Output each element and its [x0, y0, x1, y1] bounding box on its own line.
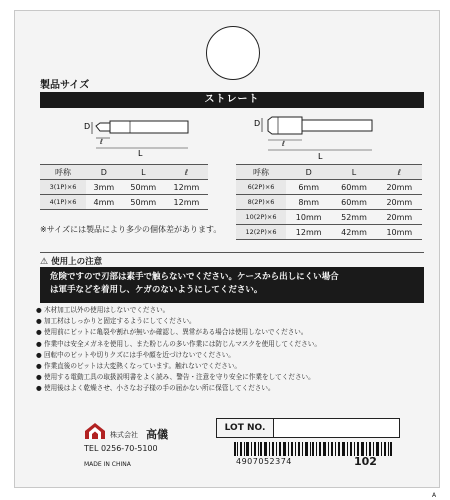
danger-box	[40, 267, 424, 303]
bullet-icon: ●	[36, 328, 42, 337]
list-item	[36, 350, 428, 361]
table-header-row	[40, 165, 208, 180]
cell: 4mm	[86, 195, 122, 210]
cell: 12(2P)×6	[236, 225, 286, 240]
cell: 8mm	[286, 195, 331, 210]
cell: 20mm	[377, 180, 422, 195]
table-row	[236, 225, 422, 240]
cell: 6(2P)×6	[236, 180, 286, 195]
list-item	[36, 372, 428, 383]
column-header: ℓ	[165, 165, 208, 180]
cell: 50mm	[122, 195, 165, 210]
danger-text-line: 危険ですので刃部は素手で触らないでください。ケースから出しにくい場合	[50, 272, 339, 282]
table-row	[236, 180, 422, 195]
jan-code: 4907052374	[236, 457, 292, 466]
column-header: L	[122, 165, 165, 180]
bullet-icon: ●	[36, 373, 42, 382]
cell: 12mm	[165, 180, 208, 195]
list-item	[36, 339, 428, 350]
cell: 52mm	[331, 210, 376, 225]
danger-text-line: は軍手などを着用し、ケガのないようにしてください。	[50, 285, 263, 295]
corner-mark: A	[432, 492, 437, 499]
cell: 12mm	[165, 195, 208, 210]
bullet-icon: ●	[36, 306, 42, 314]
lot-number-box	[274, 418, 400, 438]
caution-text: 木材加工以外の使用はしないでください。	[44, 306, 170, 314]
cell: 3(1P)×6	[40, 180, 86, 195]
table-row	[236, 210, 422, 225]
size-variance-note: ※サイズには製品により多少の個体差があります。	[40, 225, 222, 234]
list-item	[36, 316, 428, 327]
list-item	[36, 327, 428, 338]
column-header: D	[286, 165, 331, 180]
bullet-icon: ●	[36, 384, 42, 393]
caution-text: 加工材はしっかりと固定するようにしてください。	[44, 317, 196, 326]
dim-d-label: D	[84, 122, 91, 131]
barcode	[234, 442, 392, 456]
spec-table-large	[236, 164, 422, 240]
company-brand: 高儀	[146, 428, 168, 441]
cell: 12mm	[286, 225, 331, 240]
cell: 42mm	[331, 225, 376, 240]
cell: 20mm	[377, 210, 422, 225]
caution-text: 作業中は安全メガネを使用し、また粉じんの多い作業には防じんマスクを使用してください。	[44, 339, 321, 348]
warning-heading	[40, 252, 424, 266]
bit-diagram-large	[250, 112, 425, 162]
warning-triangle-icon: ⚠	[40, 257, 49, 267]
caution-text: 使用前にビットに亀裂や割れが無いか確認し、異常がある場合は使用しないでください。	[44, 328, 308, 337]
list-item	[36, 305, 428, 316]
table-row	[40, 180, 208, 195]
type-bar: ストレート	[40, 92, 424, 108]
company-prefix: 株式会社	[110, 431, 138, 439]
column-header: ℓ	[377, 165, 422, 180]
hang-hole	[206, 26, 260, 80]
dim-l-small-label: ℓ	[282, 140, 285, 148]
bullet-icon: ●	[36, 350, 42, 359]
dim-L-label: L	[318, 152, 323, 161]
caution-text: 使用後はよく乾燥させ、小さなお子様の手の届かない所に保管してください。	[44, 384, 275, 393]
cell: 6mm	[286, 180, 331, 195]
caution-text: 作業直後のビットは大変熱くなっています。触れないでください。	[44, 362, 242, 371]
bit-diagram-small	[40, 114, 200, 158]
column-header: D	[86, 165, 122, 180]
cell: 10mm	[286, 210, 331, 225]
country-of-origin: MADE IN CHINA	[84, 461, 131, 468]
warning-title: 使用上の注意	[51, 257, 103, 267]
cell: 3mm	[86, 180, 122, 195]
bullet-icon: ●	[36, 317, 42, 326]
cell: 8(2P)×6	[236, 195, 286, 210]
dim-L-label: L	[138, 149, 143, 158]
cell: 20mm	[377, 195, 422, 210]
dim-d-label: D	[254, 119, 261, 128]
cell: 10(2P)×6	[236, 210, 286, 225]
spec-table-small	[40, 164, 208, 210]
phone-number: TEL 0256-70-5100	[84, 444, 158, 453]
cell: 60mm	[331, 195, 376, 210]
table-header-row	[236, 165, 422, 180]
company-logo-icon	[84, 422, 106, 440]
list-item	[36, 361, 428, 372]
column-header: 呼称	[236, 165, 286, 180]
jan-suffix: 102	[354, 455, 377, 468]
cell: 4(1P)×6	[40, 195, 86, 210]
cell: 10mm	[377, 225, 422, 240]
dim-l-small-label: ℓ	[100, 138, 103, 146]
bullet-icon: ●	[36, 362, 42, 371]
cell: 60mm	[331, 180, 376, 195]
column-header: L	[331, 165, 376, 180]
lot-number-label: LOT NO.	[216, 418, 274, 438]
column-header: 呼称	[40, 165, 86, 180]
list-item	[36, 383, 428, 394]
section-title: 製品サイズ	[40, 80, 90, 91]
caution-text: 回転中のビットや切りクズには手や顔を近づけないでください。	[44, 350, 235, 359]
bullet-icon: ●	[36, 339, 42, 348]
table-row	[40, 195, 208, 210]
cell: 50mm	[122, 180, 165, 195]
caution-text: 使用する電動工具の取扱説明書をよく読み、警告・注意を守り安全に作業をしてください。	[44, 373, 315, 382]
table-row	[236, 195, 422, 210]
caution-list	[36, 305, 428, 395]
